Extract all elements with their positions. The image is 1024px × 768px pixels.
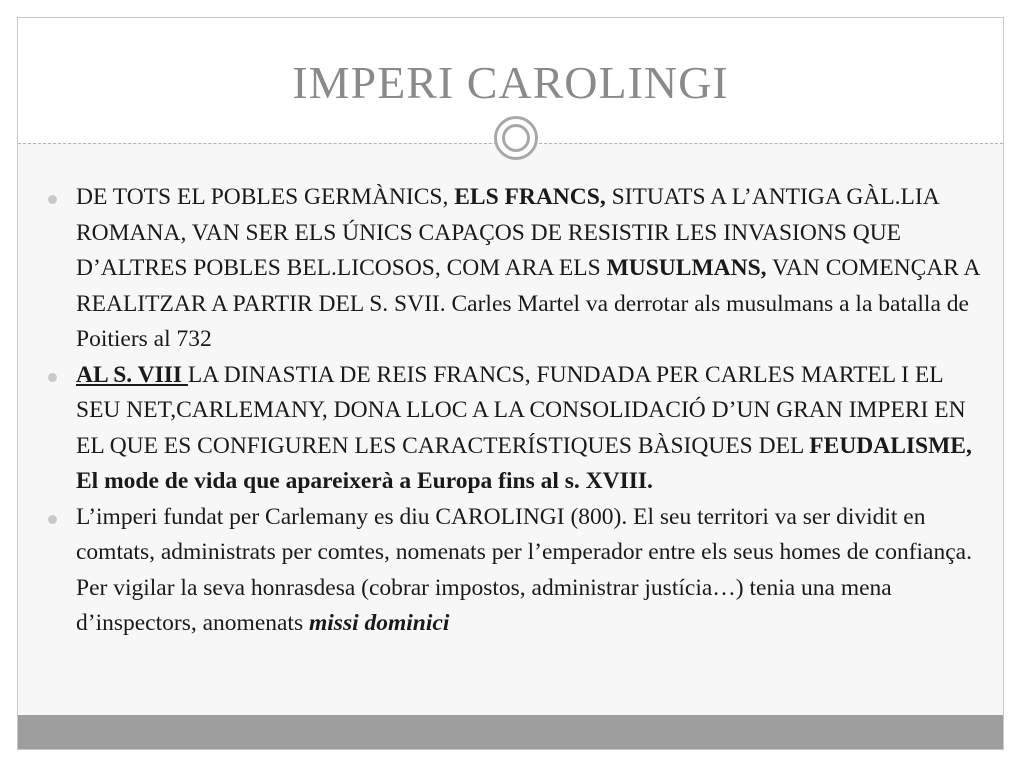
bullet-text: VAN COMENÇAR A REALITZAR A PARTIR DEL S. SVII. Carles Martel va derrotar als musulmans a la batalla de Poitiers al 732 bbox=[76, 255, 980, 352]
bullet-text: LA DINASTIA DE REIS FRANCS, FUNDADA PER CARLES MARTEL I EL SEU NET,CARLEMANY, DONA LLOC A LA CONSOLIDACIÓ D’UN GRAN IMPERI EN EL QUE ES CONFIGUREN LES CARACTERÍSTIQUES BÀSIQUES DEL bbox=[76, 361, 966, 459]
bullet-emphasis: FEUDALISME, El mode de vida que apareixerà a Europa fins al s. XVIII. bbox=[76, 432, 972, 494]
bullet-item bbox=[46, 358, 986, 500]
bullet-emphasis: missi dominici bbox=[308, 610, 450, 636]
slide bbox=[17, 17, 1004, 750]
bullet-text: DE TOTS EL POBLES GERMÀNICS, bbox=[76, 184, 455, 210]
bullet-list bbox=[46, 180, 986, 642]
bullet-emphasis: ELS FRANCS, bbox=[454, 184, 606, 210]
bullet-item bbox=[46, 180, 986, 358]
bullet-dot-icon bbox=[48, 373, 57, 382]
bullet-emphasis: MUSULMANS, bbox=[606, 255, 767, 281]
slide-title: IMPERI CAROLINGI bbox=[292, 57, 729, 108]
bullet-text: SITUATS A L’ANTIGA GÀL.LIA ROMANA, VAN SER ELS ÚNICS CAPAÇOS DE RESISTIR LES INVASIONS QUE D’ALTRES POBLES BEL.LICOSOS, COM ARA ELS bbox=[76, 184, 939, 281]
footer-band bbox=[18, 715, 1003, 749]
bullet-dot-icon bbox=[48, 515, 57, 524]
divider-ring-inner bbox=[502, 124, 530, 152]
bullet-text: L’imperi fundat per Carlemany es diu CAROLINGI (800). El seu territori va ser dividit en comtats, administrats per comtes, nomenats per l’emperador entre els seus homes de confiança. Per vigilar la seva honrasdesa (cobrar impostos, administrar justícia…) tenia una mena d’inspectors, anomenats bbox=[76, 503, 972, 636]
bullet-item bbox=[46, 500, 986, 642]
bullet-dot-icon bbox=[48, 195, 57, 204]
divider-ring-icon bbox=[494, 116, 538, 160]
bullet-emphasis: AL S. VIII bbox=[76, 361, 188, 388]
